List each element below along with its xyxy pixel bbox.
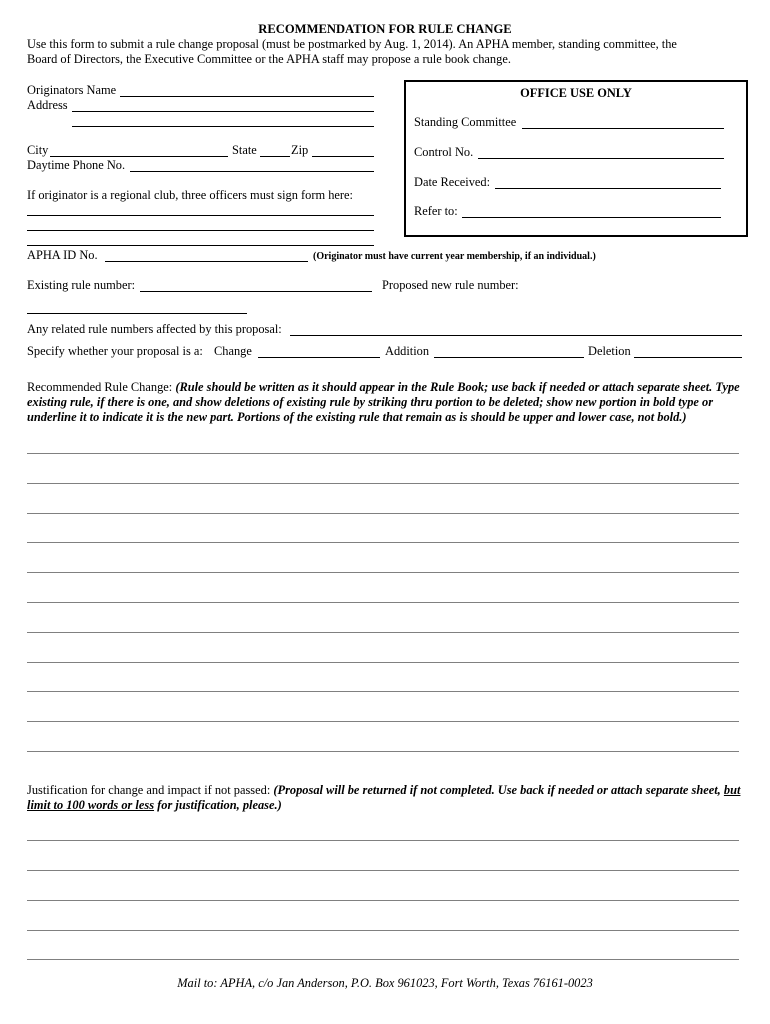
standing-committee-field[interactable] — [522, 128, 724, 129]
regional-club-note: If originator is a regional club, three officers must sign form here: — [27, 188, 353, 202]
date-received-field[interactable] — [495, 188, 721, 189]
refer-to-field[interactable] — [462, 217, 721, 218]
related-rules-field[interactable] — [290, 335, 742, 336]
apha-id-note: (Originator must have current year membership, if an individual.) — [313, 251, 596, 262]
city-field[interactable] — [50, 156, 228, 157]
justification-note-1: (Proposal will be returned if not completed. Use back if needed or attach separate sheet, — [273, 783, 721, 797]
intro-line-1: Use this form to submit a rule change proposal (must be postmarked by Aug. 1, 2014). An APHA member, standing committee, the — [27, 37, 677, 51]
officer-signature-line-3[interactable] — [27, 245, 374, 246]
standing-committee-label: Standing Committee — [414, 115, 517, 129]
rule-change-line-10[interactable] — [27, 721, 739, 722]
rule-change-line-9[interactable] — [27, 691, 739, 692]
justification-line-4[interactable] — [27, 930, 739, 931]
rule-change-line-7[interactable] — [27, 632, 739, 633]
office-use-title: OFFICE USE ONLY — [520, 86, 632, 100]
mailing-address-footer: Mail to: APHA, c/o Jan Anderson, P.O. Box 961023, Fort Worth, Texas 76161-0023 — [177, 976, 593, 990]
rule-change-line-4[interactable] — [27, 542, 739, 543]
recommended-rule-note: (Rule should be written as it should appear in the Rule Book; use back if needed or attach separate sheet. Type existing rule, if there is one, and show deletions of existing rule by striking thru portion to be deleted; show new portion in bold type or underline it to indicate it is the new part. Portions of the existing rule that remain as is should be upper and lower case, not bold.) — [27, 380, 740, 424]
rule-change-line-8[interactable] — [27, 662, 739, 663]
deletion-field[interactable] — [634, 357, 742, 358]
rule-change-line-11[interactable] — [27, 751, 739, 752]
officer-signature-line-2[interactable] — [27, 230, 374, 231]
rule-change-line-5[interactable] — [27, 572, 739, 573]
justification-line-3[interactable] — [27, 900, 739, 901]
justification-line-5[interactable] — [27, 959, 739, 960]
address-field-line-1[interactable] — [72, 111, 374, 112]
recommended-rule-label: Recommended Rule Change: — [27, 380, 173, 394]
rule-change-line-2[interactable] — [27, 483, 739, 484]
phone-field[interactable] — [130, 171, 374, 172]
proposed-rule-field[interactable] — [27, 313, 247, 314]
justification-line-1[interactable] — [27, 840, 739, 841]
phone-label: Daytime Phone No. — [27, 158, 126, 172]
rule-change-line-6[interactable] — [27, 602, 739, 603]
originator-name-label: Originators Name — [27, 83, 117, 97]
intro-text — [27, 37, 747, 67]
rule-change-line-3[interactable] — [27, 513, 739, 514]
change-label: Change — [214, 344, 252, 358]
recommended-rule-instructions — [27, 380, 749, 425]
state-label: State — [232, 143, 257, 157]
address-field-line-2[interactable] — [72, 126, 374, 127]
date-received-label: Date Received: — [414, 175, 491, 189]
address-label: Address — [27, 98, 68, 112]
rule-change-line-1[interactable] — [27, 453, 739, 454]
state-field[interactable] — [260, 156, 290, 157]
city-label: City — [27, 143, 49, 157]
office-use-box — [404, 80, 748, 237]
addition-field[interactable] — [434, 357, 584, 358]
originator-name-field[interactable] — [120, 96, 374, 97]
officer-signature-line-1[interactable] — [27, 215, 374, 216]
justification-line-2[interactable] — [27, 870, 739, 871]
apha-id-field[interactable] — [105, 261, 308, 262]
addition-label: Addition — [385, 344, 430, 358]
intro-line-2: Board of Directors, the Executive Committee or the APHA staff may propose a rule book change. — [27, 52, 511, 66]
justification-instructions — [27, 783, 749, 813]
refer-to-label: Refer to: — [414, 204, 458, 218]
justification-label: Justification for change and impact if not passed: — [27, 783, 271, 797]
proposed-rule-label: Proposed new rule number: — [382, 278, 519, 292]
deletion-label: Deletion — [588, 344, 631, 358]
control-no-label: Control No. — [414, 145, 474, 159]
zip-field[interactable] — [312, 156, 374, 157]
justification-note-2: for justification, please.) — [154, 798, 282, 812]
proposal-type-label: Specify whether your proposal is a: — [27, 344, 203, 358]
related-rules-label: Any related rule numbers affected by this proposal: — [27, 322, 282, 336]
form-title: RECOMMENDATION FOR RULE CHANGE — [258, 22, 512, 36]
existing-rule-field[interactable] — [140, 291, 372, 292]
apha-id-label: APHA ID No. — [27, 248, 98, 262]
zip-label: Zip — [291, 143, 309, 157]
justification-note-underlined: but limit to 100 words or less — [27, 783, 741, 812]
existing-rule-label: Existing rule number: — [27, 278, 136, 292]
change-field[interactable] — [258, 357, 380, 358]
control-no-field[interactable] — [478, 158, 724, 159]
